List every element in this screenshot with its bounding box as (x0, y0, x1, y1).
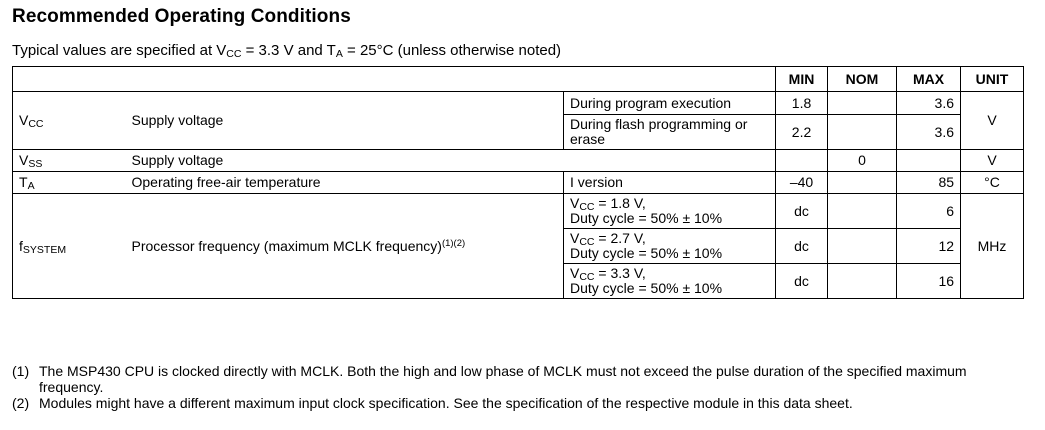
vcc-unit: V (961, 92, 1024, 150)
ta-symbol: $T_A$ (13, 172, 126, 194)
ta-max: 85 (897, 172, 961, 194)
vss-unit: V (961, 150, 1024, 172)
fsystem-condition: $V_{CC} = 3.3$ V, Duty cycle = 50% ± 10% (564, 264, 776, 299)
ta-description: Operating free-air temperature (126, 172, 564, 194)
section-title: Recommended Operating Conditions (12, 6, 351, 27)
header-blank (13, 67, 776, 92)
fsystem-description: Processor frequency (maximum MCLK frequency)$^{(1)(2)}$ (126, 194, 564, 299)
footnote (12, 363, 1022, 395)
vss-symbol: $V_{SS}$ (13, 150, 126, 172)
footnotes (12, 363, 1022, 411)
vcc-min: 2.2 (776, 115, 828, 150)
fsystem-unit: MHz (961, 194, 1024, 299)
ta-condition: I version (564, 172, 776, 194)
vcc-max: 3.6 (897, 92, 961, 115)
header-min: MIN (776, 67, 828, 92)
fsystem-min: dc (776, 194, 828, 229)
fsystem-max: 16 (897, 264, 961, 299)
table-row (13, 150, 1024, 172)
footnote-text: The MSP430 CPU is clocked directly with MCLK. Both the high and low phase of MCLK must not exceed the pulse duration of the specified maximum frequency. (39, 363, 967, 395)
ta-unit: °C (961, 172, 1024, 194)
vcc-condition: During flash programming or erase (564, 115, 776, 150)
vcc-min: 1.8 (776, 92, 828, 115)
table-row (13, 194, 1024, 229)
fsystem-max: 6 (897, 194, 961, 229)
table-row (13, 92, 1024, 115)
fsystem-condition: $V_{CC} = 2.7$ V, Duty cycle = 50% ± 10% (564, 229, 776, 264)
vcc-description: Supply voltage (126, 92, 564, 150)
table-row (13, 172, 1024, 194)
header-unit: UNIT (961, 67, 1024, 92)
fsystem-symbol: $f_{SYSTEM}$ (13, 194, 126, 299)
fsystem-min: dc (776, 264, 828, 299)
fsystem-min: dc (776, 229, 828, 264)
footnote-number: (2) (12, 395, 30, 411)
vcc-max: 3.6 (897, 115, 961, 150)
vcc-symbol: $V_{CC}$ (13, 92, 126, 150)
vss-description: Supply voltage (126, 150, 776, 172)
operating-conditions-table (12, 66, 1024, 299)
header-row (13, 67, 1024, 92)
fsystem-max: 12 (897, 229, 961, 264)
footnote-number: (1) (12, 363, 30, 379)
vcc-condition: During program execution (564, 92, 776, 115)
header-max: MAX (897, 67, 961, 92)
footnote-text: Modules might have a different maximum input clock specification. See the specification of the respective module in this data sheet. (39, 395, 853, 411)
ta-min: –40 (776, 172, 828, 194)
vss-nom: 0 (828, 150, 897, 172)
conditions-subtitle: Typical values are specified at $V_{CC} = 3.3$ V and $T_A = 25^\circ C$ (unless otherwise noted) (12, 42, 562, 60)
footnote (12, 395, 1022, 411)
fsystem-condition: $V_{CC} = 1.8$ V, Duty cycle = 50% ± 10% (564, 194, 776, 229)
header-nom: NOM (828, 67, 897, 92)
